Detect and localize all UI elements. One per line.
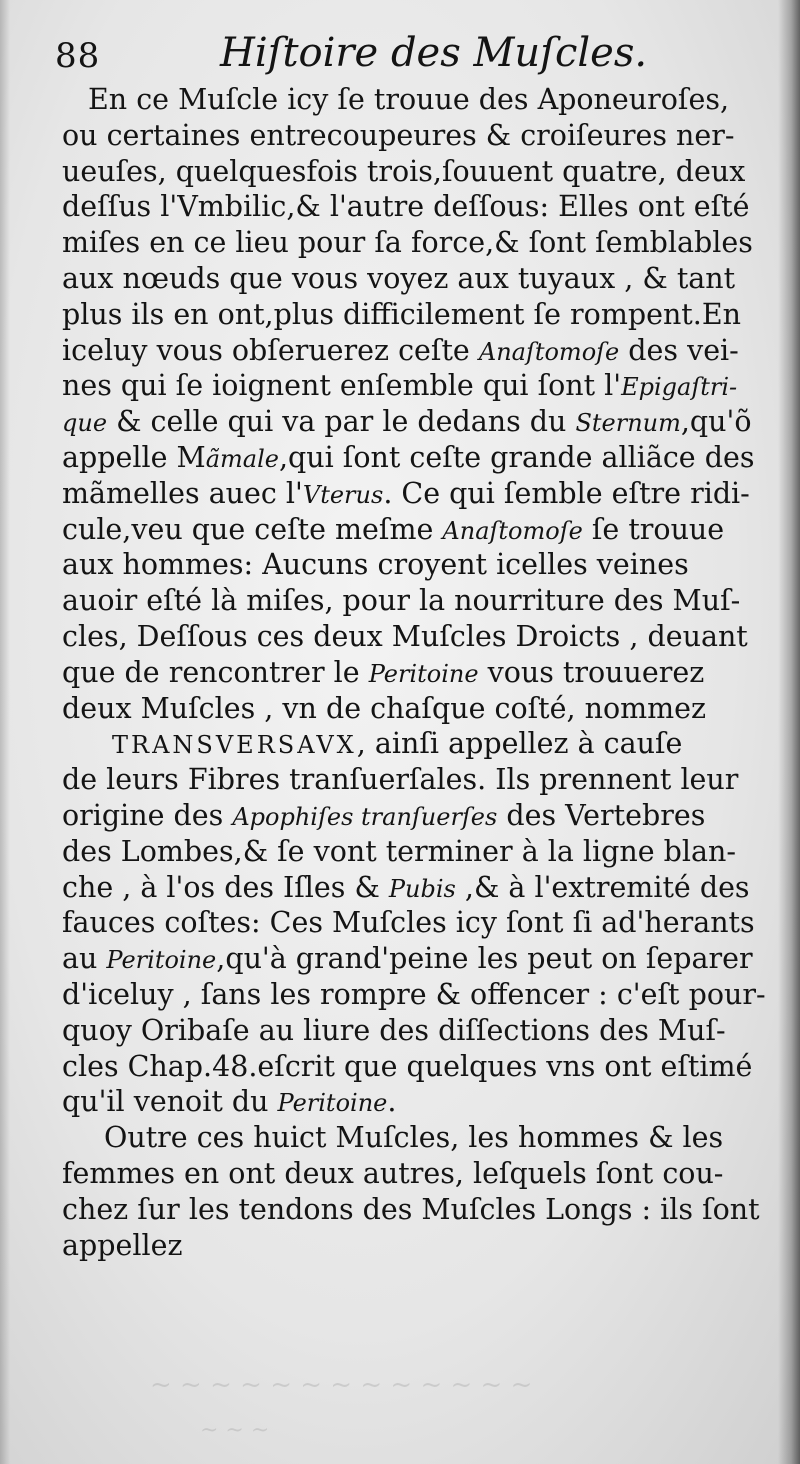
text-run: quoy Oribaſe au liure des diſſections des Muſ-	[62, 1013, 726, 1047]
text-run: TRANSVERSAVX	[112, 731, 357, 760]
text-run: Peritoine	[368, 659, 479, 688]
text-run: ueuſes, quelquesfois trois,ſouuent quatre, deux	[62, 154, 746, 188]
show-through-text: ~ ~ ~	[200, 1418, 270, 1443]
text-run: Peritoine	[277, 1089, 388, 1118]
text-run: vous trouuerez	[478, 655, 705, 689]
text-line	[62, 225, 753, 261]
text-run: ãmale	[205, 444, 279, 473]
text-run: aux hommes: Aucuns croyent icelles veines	[62, 548, 689, 582]
text-line	[112, 726, 742, 762]
text-run: plus ils en ont,plus difficilement ſe rompent.En	[62, 297, 741, 331]
text-line	[62, 619, 748, 655]
text-run: deſſus l'Vmbilic,& l'autre deſſous: Elles ont eſté	[62, 190, 750, 224]
text-run: que	[62, 409, 108, 438]
text-run: appelle M	[62, 440, 206, 474]
text-line	[62, 798, 742, 834]
text-run: cles Chap.48.eſcrit que quelques vns ont eſtimé	[62, 1049, 753, 1083]
text-run: cles, Deſſous ces deux Muſcles Droicts , deuant	[62, 619, 748, 653]
text-run: chez ſur les tendons des Muſcles Longs : ils ſont	[62, 1192, 760, 1226]
text-run: Apophiſes tranſuerſes	[232, 802, 498, 831]
text-run: ,qu'à grand'peine les peut on ſeparer	[216, 942, 753, 976]
text-line	[62, 512, 742, 548]
text-run: fauces coſtes: Ces Muſcles icy ſont ſi ad'herants	[62, 906, 755, 940]
text-line	[62, 261, 742, 297]
text-run: . Ce qui ſemble eſtre ridi-	[383, 476, 750, 510]
text-run: des vei-	[619, 333, 739, 367]
text-run: Epigaſtri-	[621, 373, 738, 402]
text-run: Outre ces huict Muſcles, les hommes & les	[104, 1121, 724, 1155]
text-run: des Lombes,& ſe vont terminer à la ligne blan-	[62, 834, 737, 868]
text-line	[62, 691, 742, 727]
text-run: En ce Muſcle icy ſe trouue des Aponeuroſes,	[88, 83, 730, 116]
text-run: , ainſi appellez à cauſe	[356, 727, 683, 761]
text-line	[62, 762, 742, 798]
text-run: Pubis	[388, 874, 456, 903]
text-line	[62, 941, 753, 977]
page-shadow-right	[778, 0, 800, 1464]
text-run: auoir eſté là miſes, pour la nourriture des Muſ-	[62, 584, 741, 618]
text-run: femmes en ont deux autres, leſquels ſont cou-	[62, 1156, 724, 1190]
text-line	[62, 1192, 760, 1228]
text-line	[62, 977, 766, 1013]
text-run: ,& à l'extremité des	[455, 870, 750, 904]
text-line	[62, 189, 750, 225]
text-run: origine des	[62, 798, 233, 832]
text-run: de leurs Fibres tranſuerſales. Ils prennent leur	[62, 763, 739, 797]
text-line	[62, 1228, 742, 1264]
text-line	[62, 547, 742, 583]
text-run: Peritoine	[106, 946, 217, 975]
text-line	[62, 1049, 753, 1085]
text-run: Anaſtomoſe	[442, 516, 583, 545]
text-run: qu'il venoit du	[62, 1085, 278, 1119]
text-line	[62, 1013, 742, 1049]
text-run: miſes en ce lieu pour ſa force,& ſont ſemblables	[62, 226, 753, 260]
text-run: che , à l'os des Iſles &	[62, 870, 389, 904]
text-run: Anaſtomoſe	[478, 337, 620, 366]
text-run: des Vertebres	[497, 798, 706, 832]
text-run: Sternum	[575, 409, 681, 438]
text-run: d'iceluy , ſans les rompre & offencer : c'eſt pour-	[62, 977, 766, 1011]
show-through-text: ~ ~ ~ ~ ~ ~ ~ ~ ~ ~ ~ ~ ~	[150, 1370, 533, 1400]
text-run: deux Muſcles , vn de chaſque coſté, nommez	[62, 691, 707, 725]
text-line	[62, 368, 742, 404]
page-shadow-left	[0, 0, 10, 1464]
text-run: ,qu'õ	[680, 405, 752, 439]
page-header	[55, 30, 745, 90]
text-line	[62, 476, 750, 512]
text-run: cule,veu que ceſte meſme	[62, 512, 443, 546]
text-run: ou certaines entrecoupeures & croiſeures ner-	[62, 118, 735, 152]
text-line	[62, 1084, 742, 1120]
text-line	[62, 1156, 742, 1192]
text-line	[62, 905, 755, 941]
text-run: nes qui ſe ioignent enſemble qui ſont l'	[62, 369, 622, 403]
text-run: & celle qui va par le dedans du	[107, 405, 576, 439]
text-line	[104, 1120, 742, 1156]
text-run: au	[62, 942, 107, 976]
text-line	[62, 870, 750, 906]
text-line	[62, 118, 742, 154]
text-line	[62, 440, 755, 476]
text-line	[62, 154, 746, 190]
body-text	[62, 82, 766, 1263]
text-line	[88, 82, 742, 118]
text-run: appellez	[62, 1228, 183, 1262]
text-run: .	[387, 1085, 397, 1119]
text-run: ,qui ſont ceſte grande alliãce des	[278, 440, 755, 474]
text-run: iceluy vous obſeruerez ceſte	[62, 333, 479, 367]
text-line	[62, 333, 742, 369]
text-line	[62, 404, 752, 440]
page-number: 88	[55, 36, 101, 76]
text-line	[62, 297, 742, 333]
text-run: mãmelles auec l'	[62, 476, 303, 510]
text-run: aux nœuds que vous voyez aux tuyaux , & tant	[62, 261, 736, 295]
text-run: Vterus	[302, 480, 384, 509]
text-run: que de rencontrer le	[62, 655, 369, 689]
text-run: ſe trouue	[582, 512, 725, 546]
text-line	[62, 834, 742, 870]
running-title: Hiſtoire des Muſcles.	[220, 30, 648, 76]
text-line	[62, 583, 742, 619]
text-line	[62, 655, 742, 691]
